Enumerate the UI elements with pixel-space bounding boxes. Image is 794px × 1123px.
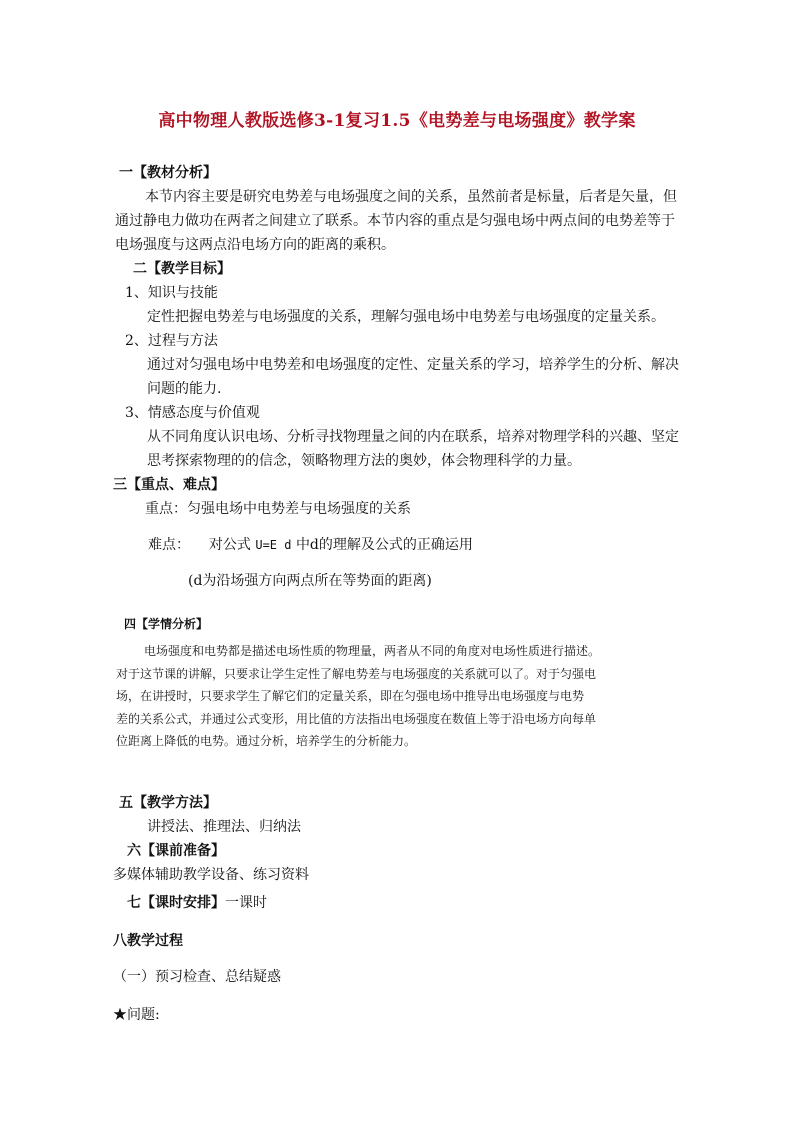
objective-2-line-1: 通过对匀强电场中电势差和电场强度的定性、定量关系的学习，培养学生的分析、解决 bbox=[147, 357, 679, 373]
section-2-heading: 二【教学目标】 bbox=[133, 261, 231, 277]
document-title: 高中物理人教版选修3-1复习1.5《电势差与电场强度》教学案 bbox=[158, 111, 636, 131]
objective-3-line-1: 从不同角度认识电场、分析寻找物理量之间的内在联系，培养对物理学科的兴趣、坚定 bbox=[147, 429, 679, 445]
section-1-line-2: 通过静电力做功在两者之间建立了联系。本节内容的重点是匀强电场中两点间的电势差等于 bbox=[115, 213, 675, 229]
difficult-pre: 对公式 bbox=[208, 537, 251, 553]
section-8-heading: 八教学过程 bbox=[113, 933, 183, 949]
difficult-label: 难点： bbox=[148, 537, 190, 553]
learner-analysis-line-2: 对于这节课的讲解，只要求让学生定性了解电势差与电场强度的关系就可以了。对于匀强电 bbox=[116, 666, 597, 681]
teaching-methods: 讲授法、推理法、归纳法 bbox=[147, 819, 301, 835]
learner-analysis-block bbox=[116, 640, 636, 753]
preparation: 多媒体辅助教学设备、练习资料 bbox=[113, 867, 309, 883]
difficult-note: (d为沿场强方向两点所在等势面的距离) bbox=[188, 573, 432, 589]
section-5-heading: 五【教学方法】 bbox=[119, 795, 217, 811]
difficult-point bbox=[148, 534, 473, 557]
learner-analysis-line-1: 电场强度和电势都是描述电场性质的物理量，两者从不同的角度对电场性质进行描述。 bbox=[144, 644, 601, 658]
objective-2-line-2: 问题的能力. bbox=[147, 381, 222, 397]
section-3-heading: 三【重点、难点】 bbox=[113, 477, 225, 493]
learner-analysis-line-3: 场，在讲授时，只要求学生了解它们的定量关系，即在匀强电场中推导出电场强度与电势 bbox=[116, 689, 585, 703]
section-7-heading: 七【课时安排】 bbox=[127, 895, 225, 911]
difficult-formula: U=E d bbox=[255, 538, 292, 552]
process-step-1: （一）预习检查、总结疑惑 bbox=[113, 969, 281, 985]
section-1-line-3: 电场强度与这两点沿电场方向的距离的乘积。 bbox=[115, 237, 395, 253]
objective-2-label: 2、过程与方法 bbox=[125, 333, 218, 349]
objective-3-line-2: 思考探索物理的的信念，领略物理方法的奥妙，体会物理科学的力量。 bbox=[147, 453, 581, 469]
section-4-heading: 四【学情分析】 bbox=[124, 617, 209, 631]
learner-analysis-line-5: 位距离上降低的电势。通过分析，培养学生的分析能力。 bbox=[116, 734, 417, 748]
section-1-line-1: 本节内容主要是研究电势差与电场强度之间的关系，虽然前者是标量，后者是矢量，但 bbox=[145, 189, 677, 205]
section-6-heading: 六【课前准备】 bbox=[127, 843, 225, 859]
section-7 bbox=[127, 892, 267, 915]
schedule: 一课时 bbox=[225, 895, 267, 911]
objective-3-label: 3、情感态度与价值观 bbox=[125, 405, 260, 421]
difficult-post: 中d的理解及公式的正确运用 bbox=[295, 537, 473, 553]
key-point: 重点：匀强电场中电势差与电场强度的关系 bbox=[145, 501, 411, 517]
question-label: ★问题: bbox=[113, 1007, 160, 1023]
section-1-heading: 一【教材分析】 bbox=[119, 165, 217, 181]
objective-1-line-1: 定性把握电势差与电场强度的关系，理解匀强电场中电势差与电场强度的定量关系。 bbox=[147, 309, 665, 325]
learner-analysis-line-4: 差的关系公式，并通过公式变形，用比值的方法指出电场强度在数值上等于沿电场方向每单 bbox=[116, 711, 597, 726]
objective-1-label: 1、知识与技能 bbox=[125, 285, 218, 301]
